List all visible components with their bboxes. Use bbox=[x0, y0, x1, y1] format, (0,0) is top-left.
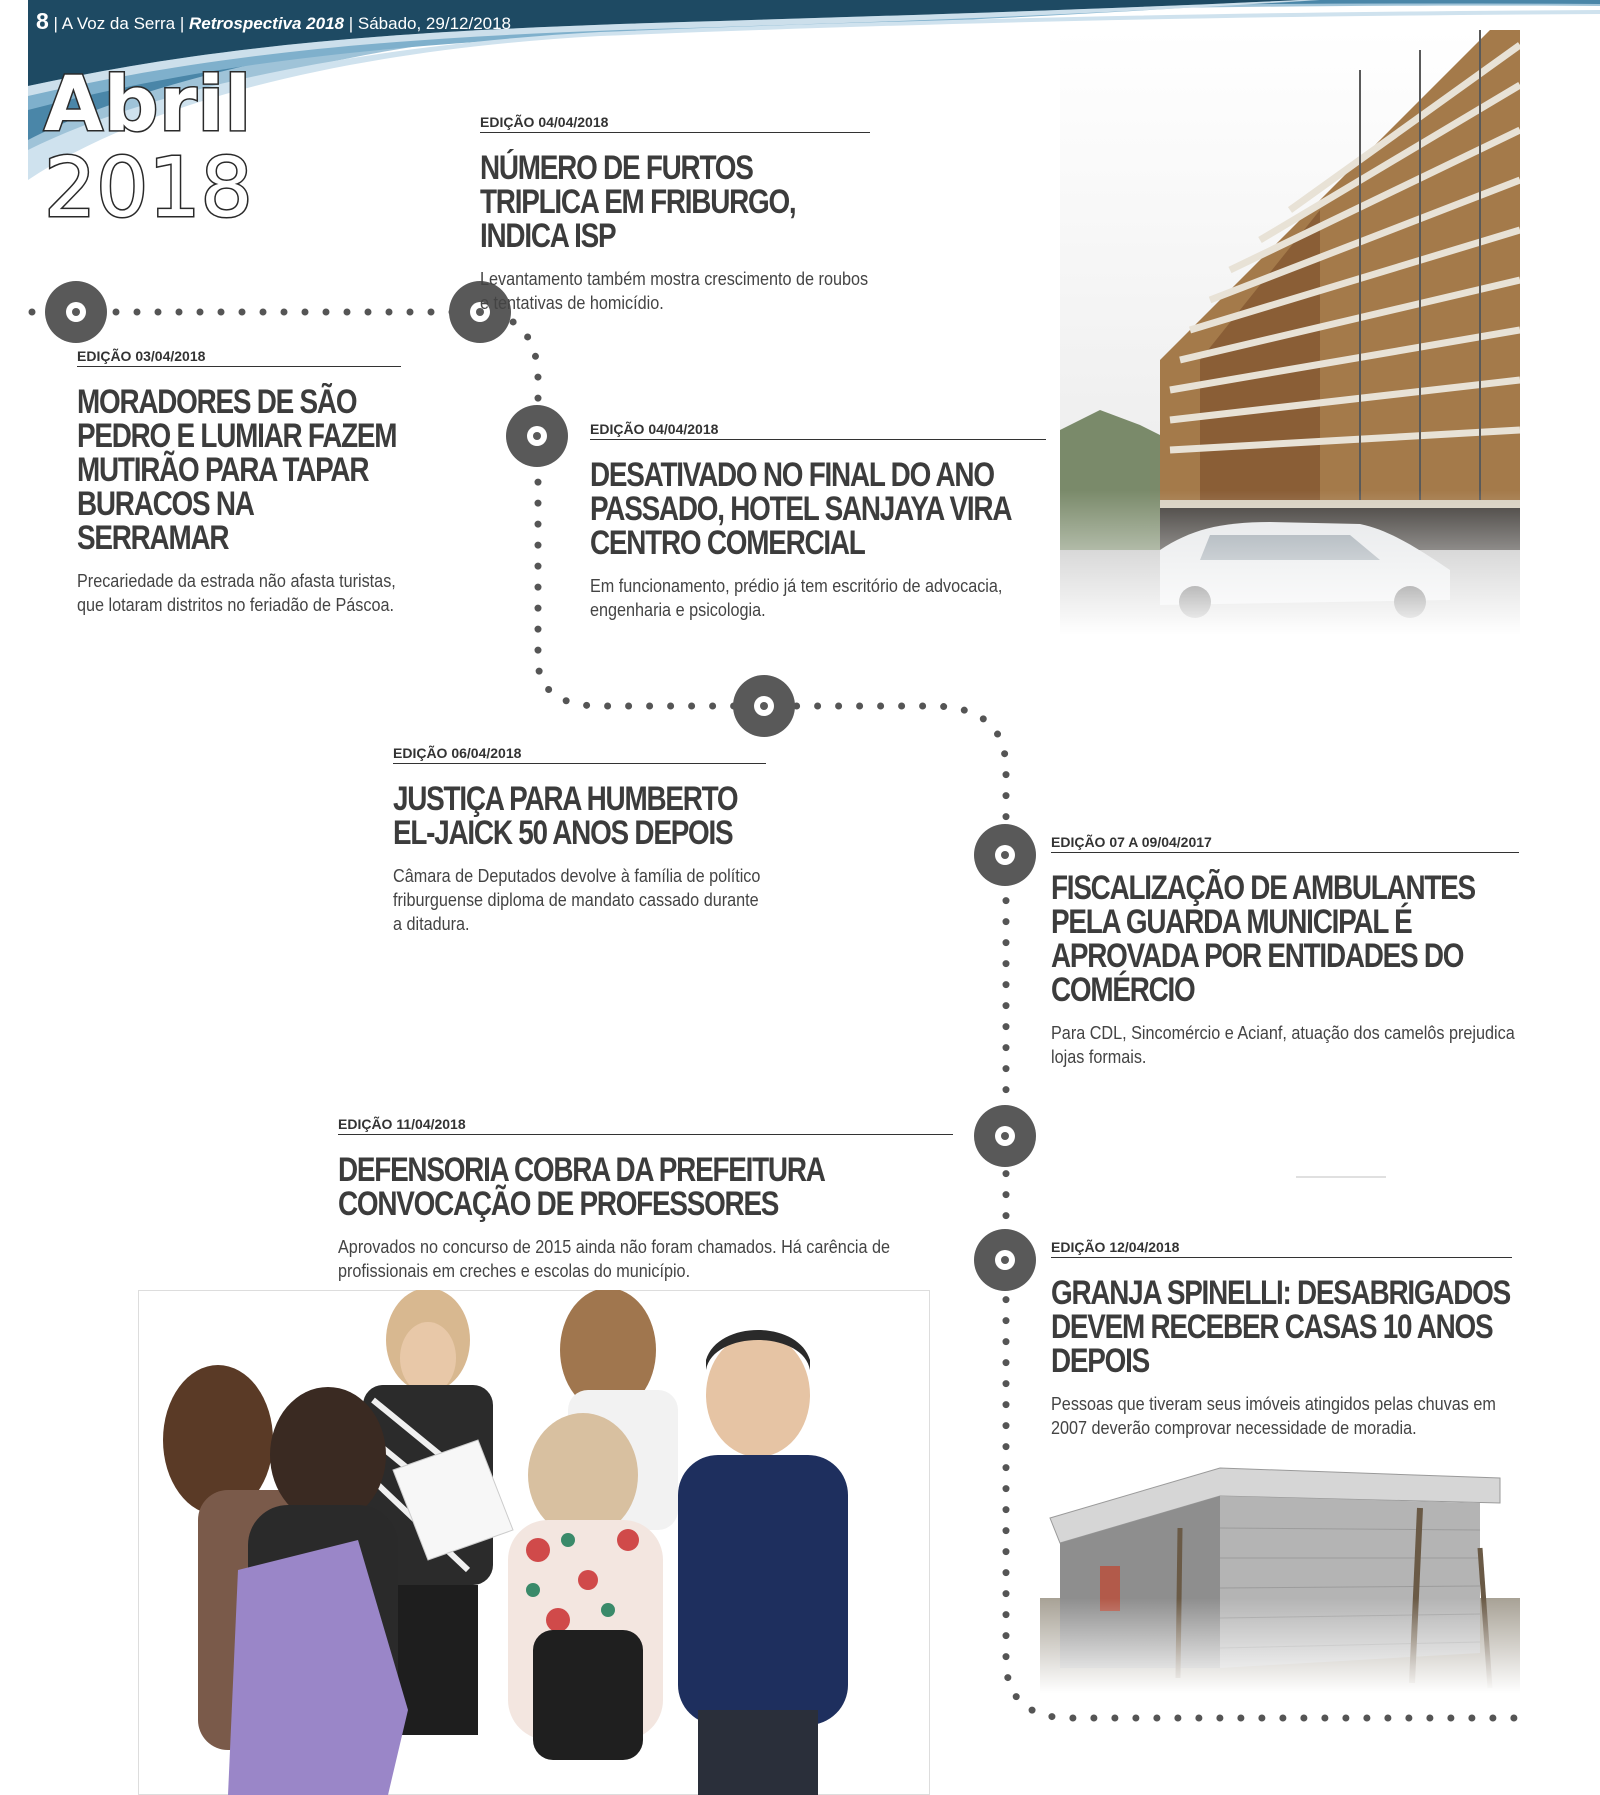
story-headline[interactable]: DESATIVADO NO FINAL DO ANO PASSADO, HOTEL SANJAYA VIRA CENTRO COMERCIAL bbox=[590, 456, 1011, 562]
unfinished-house-photo bbox=[1040, 1448, 1520, 1693]
story-summary: Precariedade da estrada não afasta turistas, que lotaram distritos no feriadão de Páscoa. bbox=[77, 571, 396, 615]
story-hotel-sanjaya bbox=[590, 421, 1046, 622]
story-serramar bbox=[77, 348, 401, 617]
people-group-photo bbox=[138, 1290, 930, 1795]
separator: | bbox=[175, 14, 190, 33]
separator: | bbox=[344, 14, 358, 33]
timeline-marker bbox=[974, 1229, 1036, 1291]
issue-date: Sábado, 29/12/2018 bbox=[357, 14, 512, 33]
story-edition: EDIÇÃO 06/04/2018 bbox=[393, 745, 766, 764]
story-ambulantes bbox=[1051, 834, 1519, 1069]
page-number: 8 bbox=[36, 8, 49, 34]
timeline-marker bbox=[974, 1105, 1036, 1167]
story-el-jaick bbox=[393, 745, 766, 936]
story-summary: Em funcionamento, prédio já tem escritório de advocacia, engenharia e psicologia. bbox=[590, 576, 1003, 620]
story-edition: EDIÇÃO 03/04/2018 bbox=[77, 348, 401, 367]
story-edition: EDIÇÃO 04/04/2018 bbox=[480, 114, 870, 133]
story-summary: Para CDL, Sincomércio e Acianf, atuação dos camelôs prejudica lojas formais. bbox=[1051, 1023, 1515, 1067]
story-granja-spinelli bbox=[1051, 1239, 1512, 1440]
timeline-marker bbox=[45, 281, 107, 343]
divider bbox=[1296, 1176, 1386, 1178]
story-edition: EDIÇÃO 07 A 09/04/2017 bbox=[1051, 834, 1519, 853]
story-summary: Câmara de Deputados devolve à família de político friburguense diploma de mandato cassado durante a ditadura. bbox=[393, 866, 761, 934]
story-summary: Levantamento também mostra crescimento de roubos e tentativas de homicídio. bbox=[480, 269, 869, 313]
story-headline[interactable]: DEFENSORIA COBRA DA PREFEITURA CONVOCAÇÃO DE PROFESSORES bbox=[338, 1151, 824, 1223]
newspaper-name: A Voz da Serra bbox=[61, 14, 176, 33]
story-edition: EDIÇÃO 11/04/2018 bbox=[338, 1116, 953, 1135]
separator: | bbox=[48, 14, 62, 33]
story-headline[interactable]: JUSTIÇA PARA HUMBERTO EL-JAICK 50 ANOS DEPOIS bbox=[393, 780, 738, 852]
story-edition: EDIÇÃO 04/04/2018 bbox=[590, 421, 1046, 440]
section-name: Retrospectiva 2018 bbox=[189, 14, 344, 33]
story-summary: Aprovados no concurso de 2015 ainda não foram chamados. Há carência de profissionais em creches e escolas do município. bbox=[338, 1237, 891, 1281]
timeline-marker bbox=[974, 824, 1036, 886]
story-headline[interactable]: NÚMERO DE FURTOS TRIPLICA EM FRIBURGO, INDICA ISP bbox=[480, 149, 796, 255]
story-headline[interactable]: FISCALIZAÇÃO DE AMBULANTES PELA GUARDA MUNICIPAL É APROVADA POR ENTIDADES DO COMÉRCIO bbox=[1051, 869, 1475, 1009]
story-edition: EDIÇÃO 12/04/2018 bbox=[1051, 1239, 1512, 1258]
story-summary: Pessoas que tiveram seus imóveis atingidos pelas chuvas em 2007 deverão comprovar necessidade de moradia. bbox=[1051, 1394, 1496, 1438]
year-title: 2018 bbox=[44, 141, 253, 236]
month-title: Abril bbox=[44, 59, 252, 148]
story-defensoria bbox=[338, 1116, 953, 1283]
timeline-marker bbox=[733, 675, 795, 737]
story-furtos bbox=[480, 114, 870, 315]
timeline-marker bbox=[506, 405, 568, 467]
hotel-building-photo bbox=[1060, 30, 1520, 635]
story-headline[interactable]: MORADORES DE SÃO PEDRO E LUMIAR FAZEM MUTIRÃO PARA TAPAR BURACOS NA SERRAMAR bbox=[77, 383, 397, 557]
story-headline[interactable]: GRANJA SPINELLI: DESABRIGADOS DEVEM RECEBER CASAS 10 ANOS DEPOIS bbox=[1051, 1274, 1510, 1380]
